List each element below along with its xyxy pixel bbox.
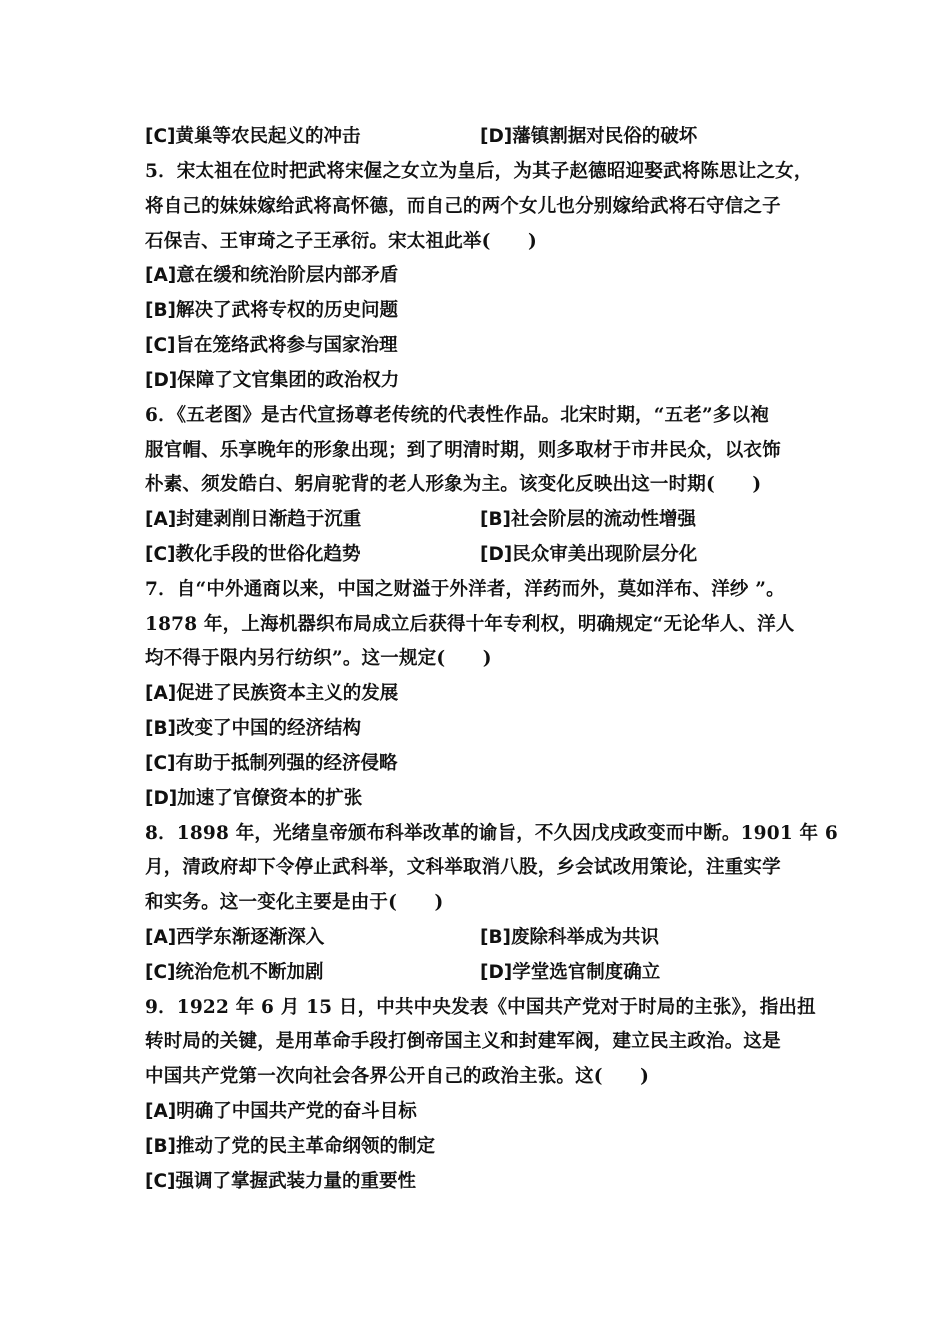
option-letter: [D]: [480, 126, 513, 147]
option-letter: [C]: [145, 126, 176, 147]
q8-option-c: [145, 960, 324, 986]
option-letter: [C]: [145, 753, 176, 774]
q7-stem-line: 7．自“中外通商以来，中国之财溢于外洋者，洋药而外，莫如洋布、洋纱 ”。: [145, 579, 785, 600]
q7-stem-line: 1878 年，上海机器织布局成立后获得十年专利权，明确规定“无论华人、洋人: [145, 614, 795, 635]
option-letter: [D]: [145, 788, 178, 809]
option-letter: [C]: [145, 1171, 176, 1192]
option-text: 统治危机不断加剧: [175, 962, 324, 983]
q4-option-c: [145, 124, 361, 150]
q6-stem-line: 朴素、须发皓白、躬肩驼背的老人形象为主。该变化反映出这一时期( ): [145, 474, 762, 495]
option-letter: [C]: [145, 544, 176, 565]
option-text: 改变了中国的经济结构: [176, 718, 362, 739]
option-letter: [B]: [145, 1136, 177, 1157]
q9-stem-line: 转时局的关键，是用革命手段打倒帝国主义和封建军阀，建立民主政治。这是: [145, 1031, 781, 1052]
option-letter: [A]: [145, 265, 177, 286]
option-letter: [D]: [480, 544, 513, 565]
option-text: 旨在笼络武将参与国家治理: [175, 335, 398, 356]
q4-option-d: [480, 124, 697, 150]
q6-option-c: [145, 542, 361, 568]
q6-option-b: [480, 507, 696, 533]
option-letter: [A]: [145, 509, 177, 530]
q9-stem-line: 中国共产党第一次向社会各界公开自己的政治主张。这( ): [145, 1066, 650, 1087]
option-letter: [C]: [145, 335, 176, 356]
q7-stem-line: 均不得于限内另行纺织”。这一规定( ): [145, 648, 492, 669]
option-text: 封建剥削日渐趋于沉重: [176, 509, 362, 530]
option-letter: [B]: [480, 509, 512, 530]
option-letter: [C]: [145, 962, 176, 983]
q8-option-d: [480, 960, 660, 986]
option-letter: [A]: [145, 927, 177, 948]
q8-option-a: [145, 925, 324, 951]
q7-option-b: [145, 716, 361, 742]
option-letter: [D]: [480, 962, 513, 983]
q9-stem-line: 9．1922 年 6 月 15 日，中共中央发表《中国共产党对于时局的主张》，指出扭: [145, 997, 816, 1018]
q7-option-a: [145, 681, 398, 707]
option-letter: [B]: [145, 300, 177, 321]
option-letter: [B]: [145, 718, 177, 739]
q6-stem-line: 6．《五老图》是古代宣扬尊老传统的代表性作品。北宋时期，“五老”多以袍: [145, 405, 769, 426]
option-text: 加速了官僚资本的扩张: [177, 788, 363, 809]
option-text: 民众审美出现阶层分化: [512, 544, 698, 565]
option-text: 保障了文官集团的政治权力: [177, 370, 400, 391]
q5-option-c: [145, 333, 398, 359]
option-text: 藩镇割据对民俗的破坏: [512, 126, 698, 147]
q5-option-b: [145, 298, 398, 324]
q6-option-d: [480, 542, 697, 568]
option-text: 有助于抵制列强的经济侵略: [175, 753, 398, 774]
q9-option-c: [145, 1169, 416, 1195]
q6-option-a: [145, 507, 361, 533]
q5-option-a: [145, 263, 398, 289]
q8-stem-line: 月，清政府却下令停止武科举，文科举取消八股，乡会试改用策论，注重实学: [145, 857, 781, 878]
option-text: 废除科举成为共识: [511, 927, 660, 948]
option-text: 黄巢等农民起义的冲击: [175, 126, 361, 147]
option-text: 明确了中国共产党的奋斗目标: [176, 1101, 417, 1122]
q8-option-b: [480, 925, 659, 951]
option-text: 解决了武将专权的历史问题: [176, 300, 399, 321]
option-text: 教化手段的世俗化趋势: [175, 544, 361, 565]
q8-stem-line: 8．1898 年，光绪皇帝颁布科举改革的谕旨，不久因戊戌政变而中断。1901 年 6: [145, 823, 838, 844]
option-text: 强调了掌握武装力量的重要性: [175, 1171, 417, 1192]
q5-stem-line: 5．宋太祖在位时把武将宋偓之女立为皇后，为其子赵德昭迎娶武将陈思让之女，: [145, 161, 813, 182]
option-text: 社会阶层的流动性增强: [511, 509, 697, 530]
q9-option-b: [145, 1134, 435, 1160]
q5-stem-line: 石保吉、王审琦之子王承衍。宋太祖此举( ): [145, 231, 537, 252]
option-text: 西学东渐逐渐深入: [176, 927, 325, 948]
q7-option-d: [145, 786, 362, 812]
option-letter: [A]: [145, 683, 177, 704]
q9-option-a: [145, 1099, 417, 1125]
q5-option-d: [145, 368, 399, 394]
option-text: 学堂选官制度确立: [512, 962, 661, 983]
option-text: 推动了党的民主革命纲领的制定: [176, 1136, 436, 1157]
option-letter: [A]: [145, 1101, 177, 1122]
option-letter: [B]: [480, 927, 512, 948]
option-text: 促进了民族资本主义的发展: [176, 683, 399, 704]
q6-stem-line: 服官帽、乐享晚年的形象出现；到了明清时期，则多取材于市井民众，以衣饰: [145, 440, 781, 461]
q8-stem-line: 和实务。这一变化主要是由于( ): [145, 892, 444, 913]
q5-stem-line: 将自己的妹妹嫁给武将高怀德，而自己的两个女儿也分别嫁给武将石守信之子: [145, 196, 781, 217]
option-text: 意在缓和统治阶层内部矛盾: [176, 265, 399, 286]
option-letter: [D]: [145, 370, 178, 391]
q7-option-c: [145, 751, 398, 777]
